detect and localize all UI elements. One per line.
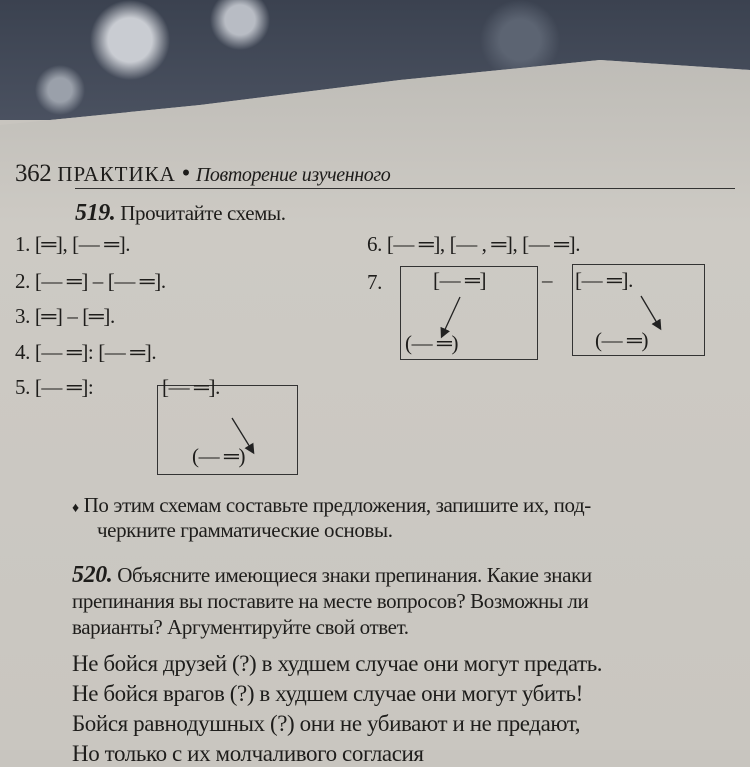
scheme-text: [— ═]: [— ═]. [34,340,157,364]
sentence: Не бойся врагов (?) в худшем случае они могут убить! [72,681,583,706]
page-number: 362 [15,160,52,187]
task-text-cont: черкните грамматические основы. [97,518,393,542]
exercise-520-heading [72,562,592,589]
task-text: По этим схемам составьте предложения, запишите их, под- [83,493,591,517]
scheme-num: 5. [15,375,30,399]
scheme-7-sub-2: (— ═) [595,328,649,352]
section-subtitle: Повторение изученного [195,164,391,186]
separator: • [181,160,191,187]
scheme-7-dash: – [542,268,553,292]
bullet-icon: ♦ [72,501,79,516]
scheme-num: 2. [15,269,30,293]
exercise-number: 520. [72,562,113,588]
scheme-7-main-1: [— ═] [433,268,487,292]
section-title: ПРАКТИКА [57,162,176,186]
scheme-text: [═] – [═]. [34,304,115,328]
arrow-icon [641,296,660,328]
sentence: Но только с их молчаливого согласия [72,741,424,766]
scheme-7-num: 7. [367,270,382,294]
instruction-line: варианты? Аргументируйте свой ответ. [72,615,409,639]
scheme-text: [— ═]: [34,375,94,399]
instruction-line: препинания вы поставите на месте вопросов? Возможны ли [72,589,589,613]
scheme-5-main-clause: [— ═]. [162,375,220,399]
scheme-num: 1. [15,232,30,256]
sentence: Бойся равнодушных (?) они не убивают и не предают, [72,711,581,736]
scheme-text: [— ═], [— , ═], [— ═]. [386,232,581,256]
exercise-instruction: Прочитайте схемы. [120,201,286,225]
scheme-7-sub-1: (— ═) [405,331,459,355]
instruction-line: Объясните имеющиеся знаки препинания. Какие знаки [117,563,592,587]
scheme-num: 4. [15,340,30,364]
scheme-num: 6. [367,232,382,256]
scheme-num: 3. [15,304,30,328]
arrow-icon [232,418,253,452]
task-519 [72,493,591,518]
scheme-7-main-2: [— ═]. [575,268,633,292]
exercise-number: 519. [75,200,116,226]
scheme-text: [═], [— ═]. [34,232,131,256]
sentence: Не бойся друзей (?) в худшем случае они могут предать. [72,651,603,676]
arrow-icon [442,297,460,336]
scheme-5-sub-clause: (— ═) [192,444,246,468]
scheme-text: [— ═] – [— ═]. [34,269,166,293]
